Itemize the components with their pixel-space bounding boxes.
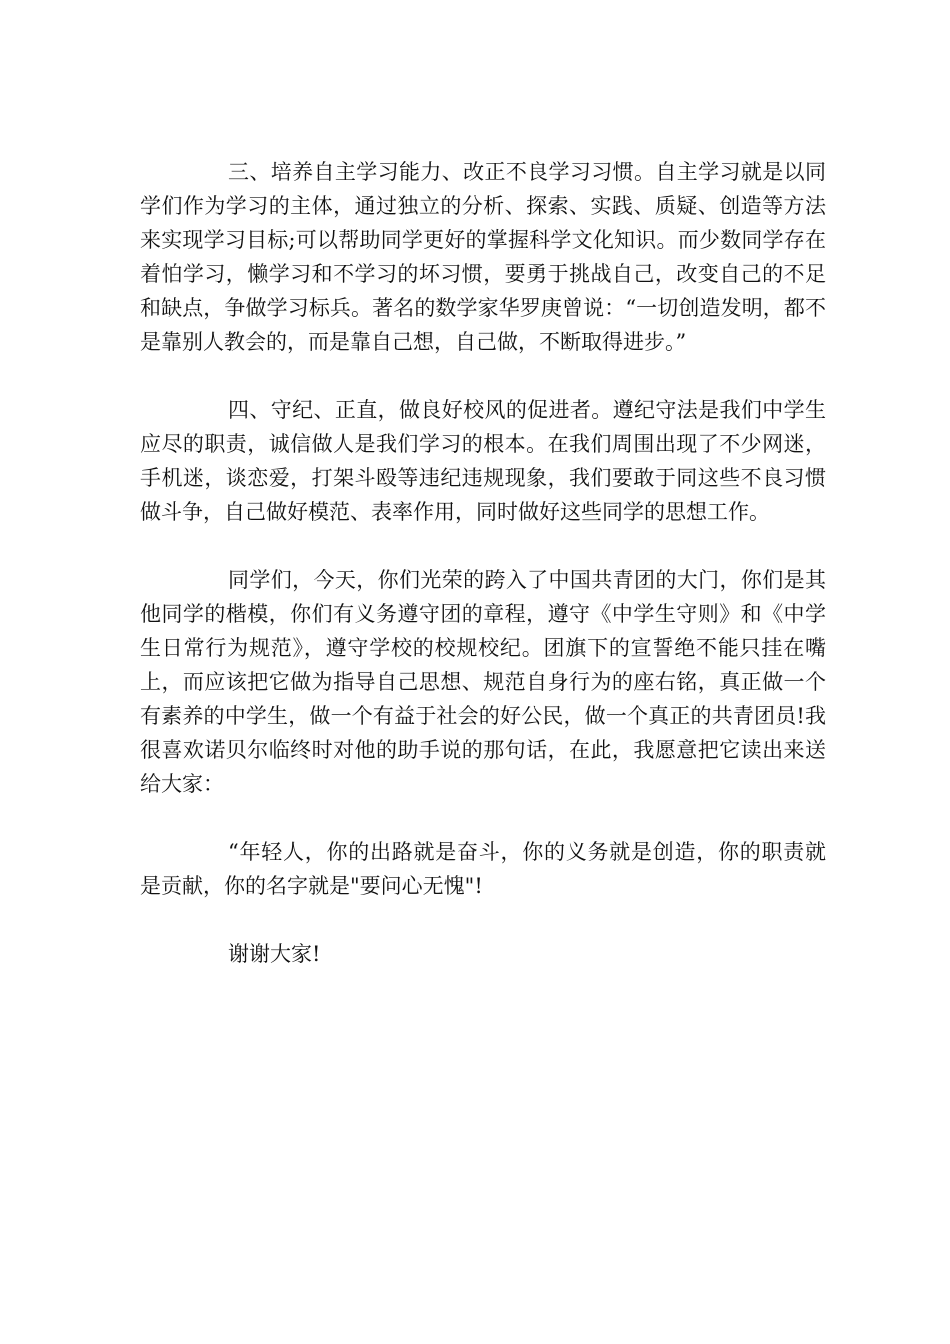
paragraph-study-habits: 三、培养自主学习能力、改正不良学习习惯。自主学习就是以同学们作为学习的主体，通过独立的分析、探索、实践、质疑、创造等方法来实现学习目标;可以帮助同学更好的掌握科学文化知识。而少数同学存在着怕学习，懒学习和不学习的坏习惯，要勇于挑战自己，改变自己的不足和缺点，争做学习标兵。著名的数学家华罗庚曾说：“一切创造发明，都不是靠别人教会的，而是靠自己想，自己做，不断取得进步。” bbox=[140, 160, 826, 354]
document-body bbox=[140, 155, 826, 971]
paragraph-thanks: 谢谢大家! bbox=[228, 942, 321, 966]
paragraph-discipline: 四、守纪、正直，做良好校风的促进者。遵纪守法是我们中学生应尽的职责，诚信做人是我们学习的根本。在我们周围出现了不少网迷，手机迷，谈恋爱，打架斗殴等违纪违规现象，我们要敢于同这些不良习惯做斗争，自己做好模范、表率作用，同时做好这些同学的思想工作。 bbox=[140, 398, 826, 524]
paragraph-nobel-quote: “年轻人，你的出路就是奋斗，你的义务就是创造，你的职责就是贡献，你的名字就是"要问心无愧"! bbox=[140, 840, 826, 898]
paragraph-league-members: 同学们，今天，你们光荣的跨入了中国共青团的大门，你们是其他同学的楷模，你们有义务遵守团的章程，遵守《中学生守则》和《中学生日常行为规范》，遵守学校的校规校纪。团旗下的宣誓绝不能只挂在嘴上，而应该把它做为指导自己思想、规范自身行为的座右铭，真正做一个有素养的中学生，做一个有益于社会的好公民，做一个真正的共青团员!我很喜欢诺贝尔临终时对他的助手说的那句话，在此，我愿意把它读出来送给大家： bbox=[140, 568, 826, 796]
